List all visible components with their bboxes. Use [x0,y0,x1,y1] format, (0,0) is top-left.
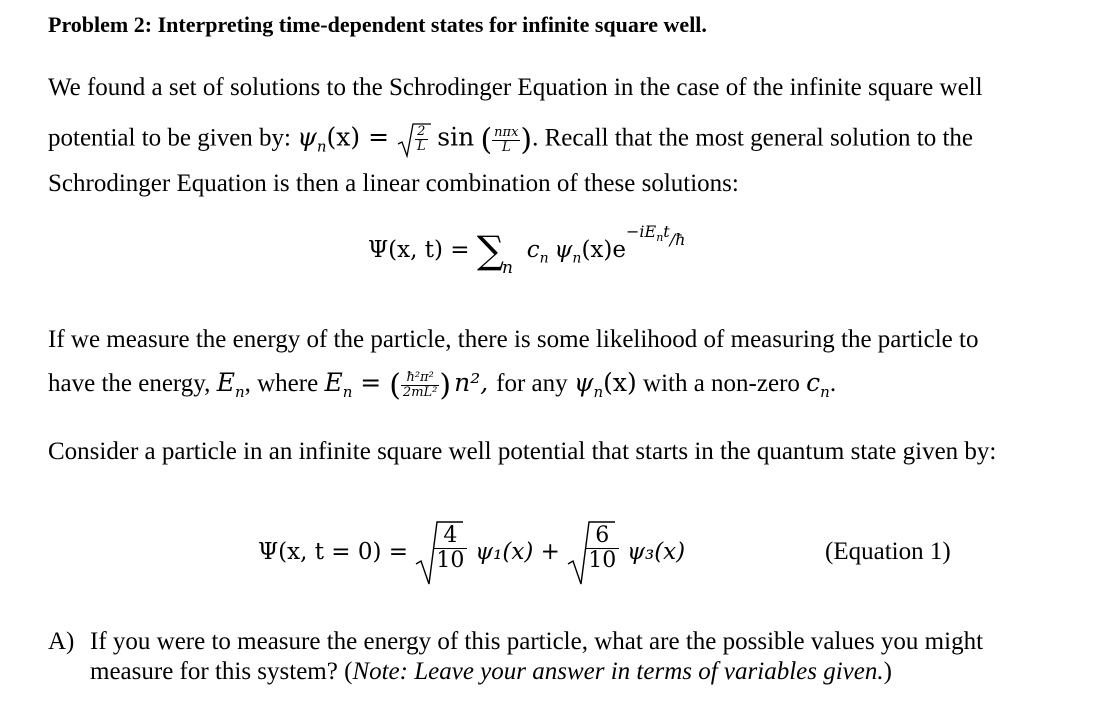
for-any: for any [496,370,574,398]
arg-den: L [501,139,511,155]
psi-n-eq-sub: n [572,250,582,267]
sqrt-num: 2 [415,125,428,140]
n-squared: n², [454,368,497,398]
part-a-label: A) [48,628,75,655]
sqrt-2-over-L [397,122,431,158]
psi-n-2-sub: n [593,383,604,402]
psi-sub-n: n [316,137,327,156]
eq1-psi1: ψ₁(x) + [475,539,568,565]
eq1-num2: 6 [585,524,619,549]
eq1-den2: 10 [588,548,617,573]
sin-text: sin [437,122,475,152]
para2-line2-pre: have the energy, [48,370,217,398]
eq1-den1: 10 [436,548,465,573]
psi-xt-lhs: Ψ(x, t) = [368,237,477,263]
para3-line1: Consider a particle in an infinite square well potential that starts in the quantum state given by: [48,438,997,465]
arg-num: nπx [494,124,519,140]
sum-index: n [502,257,513,278]
para1-line2: potential to be given by: $\psi_n(x)$ = $\frac{2}{L}$ sin ( $\frac{\text{nπx}}{L}$ ). Recall that the most general solution to the [48,122,973,158]
x-e: (x)e [581,237,626,263]
sqrt-4-over-10 [415,520,463,584]
x-paren: (x) = [326,122,397,152]
psi-n: ψ [297,122,317,152]
equals: = [352,368,390,398]
energy-frac-num: ħ²π² [401,371,439,386]
period: . [829,370,837,398]
para2-line2: have the energy, $E_n$, where $E_n$ = ( $\frac{\text{ħ²π²}}{\text{2mL²}}$ ) n², for any $\psi_n(x)$ with a non-zero $c_n$. [48,368,837,403]
part-a-note: Note: Leave your answer in terms of variables given. [352,658,884,685]
E-n-sub: n [234,383,245,402]
sqrt-6-over-10 [567,520,615,584]
problem-title: Problem 2: Interpreting time-dependent states for infinite square well. [48,12,707,37]
c-n-sub: n [539,250,549,267]
sum-symbol: ∑ [476,228,504,272]
E-n-2-sub: n [342,383,353,402]
c-n: c [526,237,540,263]
where-text: , where [244,370,325,398]
para2-line1: If we measure the energy of the particle, there is some likelihood of measuring the particle to [48,326,979,353]
psi-n-2-x: (x) [603,368,637,398]
eq1-lhs: Ψ(x, t = 0) = [258,539,416,565]
sqrt-den: L [417,139,426,154]
psi-n-2: ψ [573,368,594,398]
exponent: −iEnt/ħ [625,222,686,249]
part-a-line1: If you were to measure the energy of this particle, what are the possible values you might [90,628,984,655]
with-nonzero: with a non-zero [636,370,807,398]
general-solution-equation [368,222,686,278]
eq1-num1: 4 [433,524,467,549]
equation-1 [258,520,685,590]
psi-n-eq: ψ [554,237,573,263]
part-a-line2-post: ) [883,658,892,685]
equation-1-label: (Equation 1) [825,538,951,565]
c-n-2-sub: n [820,383,830,402]
eq1-psi3: ψ₃(x) [626,539,686,565]
para1-line3: Schrodinger Equation is then a linear combination of these solutions: [48,170,739,197]
part-a-line2 [90,658,892,686]
c-n-2: c [806,368,821,398]
part-a-line2-pre: measure for this system? ( [90,658,353,685]
E-n: E [216,368,235,398]
para1-line2-post: . Recall that the most general solution to the [532,124,973,152]
para1-line2-pre: potential to be given by: [48,124,298,152]
energy-frac-den: 2mL² [402,385,438,400]
E-n-2: E [324,368,343,398]
para1-line1: We found a set of solutions to the Schrodinger Equation in the case of the infinite square well [48,74,983,101]
